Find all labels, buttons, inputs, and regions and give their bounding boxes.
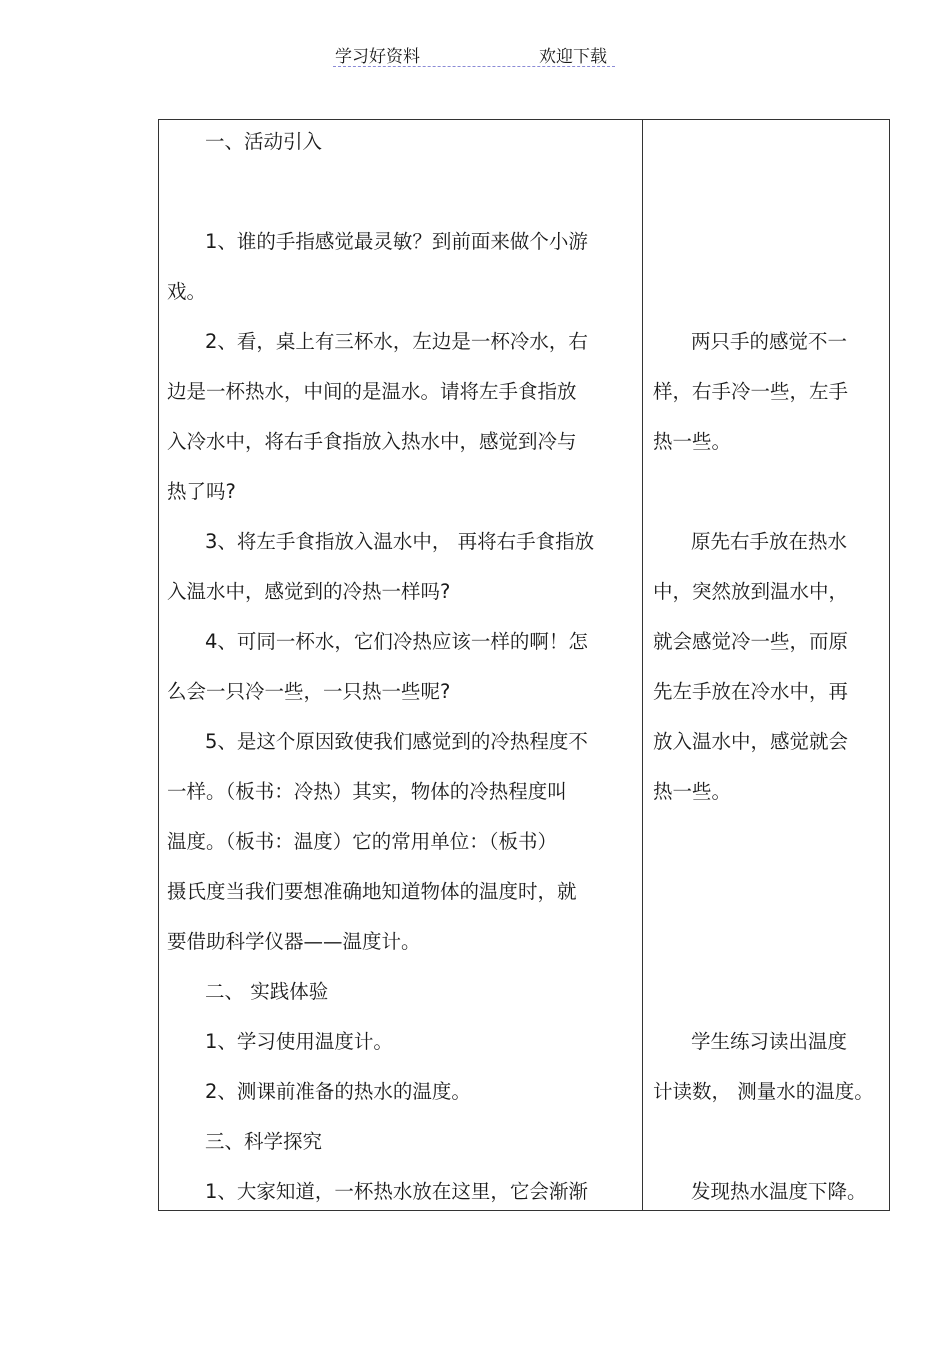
right-text-line: 放入温水中，感觉就会 xyxy=(653,730,849,753)
left-text-line: 4、可同一杯水，它们冷热应该一样的啊！怎 xyxy=(205,630,588,653)
left-text-line: 入温水中，感觉到的冷热一样吗? xyxy=(167,580,451,603)
right-text-line: 计读数， 测量水的温度。 xyxy=(653,1080,874,1103)
left-text-line: 戏。 xyxy=(167,280,207,303)
right-text-line: 中，突然放到温水中， xyxy=(653,580,849,603)
section-heading: 三、科学探究 xyxy=(205,1130,323,1153)
right-text-line: 先左手放在冷水中，再 xyxy=(653,680,849,703)
left-text-line: 摄氏度当我们要想准确地知道物体的温度时，就 xyxy=(167,880,577,903)
column-divider xyxy=(642,120,643,1210)
left-text-line: 3、将左手食指放入温水中， 再将右手食指放 xyxy=(205,530,595,553)
section-heading: 二、 实践体验 xyxy=(205,980,329,1003)
left-text-line: 入冷水中，将右手食指放入热水中，感觉到冷与 xyxy=(167,430,577,453)
left-text-line: 要借助科学仪器——温度计。 xyxy=(167,930,421,953)
left-text-line: 1、大家知道，一杯热水放在这里，它会渐渐 xyxy=(205,1180,588,1203)
right-text-line: 原先右手放在热水 xyxy=(691,530,848,553)
left-text-line: 1、学习使用温度计。 xyxy=(205,1030,393,1053)
right-text-line: 热一些。 xyxy=(653,430,732,453)
left-text-line: 么会一只冷一些，一只热一些呢? xyxy=(167,680,451,703)
section-heading: 一、活动引入 xyxy=(205,130,323,153)
right-text-line: 样，右手冷一些，左手 xyxy=(653,380,849,403)
left-text-line: 一样。（板书：冷热）其实，物体的冷热程度叫 xyxy=(167,780,567,803)
page-header xyxy=(333,40,615,67)
right-text-line: 热一些。 xyxy=(653,780,732,803)
left-text-line: 1、谁的手指感觉最灵敏？到前面来做个小游 xyxy=(205,230,588,253)
left-text-line: 温度。（板书：温度）它的常用单位：（板书） xyxy=(167,830,558,853)
left-text-line: 热了吗? xyxy=(167,480,236,503)
left-text-line: 5、是这个原因致使我们感觉到的冷热程度不 xyxy=(205,730,588,753)
header-right-text: 欢迎下载 xyxy=(539,47,607,67)
right-text-line: 就会感觉冷一些，而原 xyxy=(653,630,849,653)
left-text-line: 边是一杯热水，中间的是温水。请将左手食指放 xyxy=(167,380,577,403)
header-left-text: 学习好资料 xyxy=(335,47,420,67)
left-text-line: 2、看，桌上有三杯水，左边是一杯冷水，右 xyxy=(205,330,588,353)
right-text-line: 发现热水温度下降。 xyxy=(691,1180,867,1203)
left-text-line: 2、测课前准备的热水的温度。 xyxy=(205,1080,471,1103)
right-text-line: 两只手的感觉不一 xyxy=(691,330,848,353)
lesson-table xyxy=(158,119,890,1211)
right-text-line: 学生练习读出温度 xyxy=(691,1030,848,1053)
